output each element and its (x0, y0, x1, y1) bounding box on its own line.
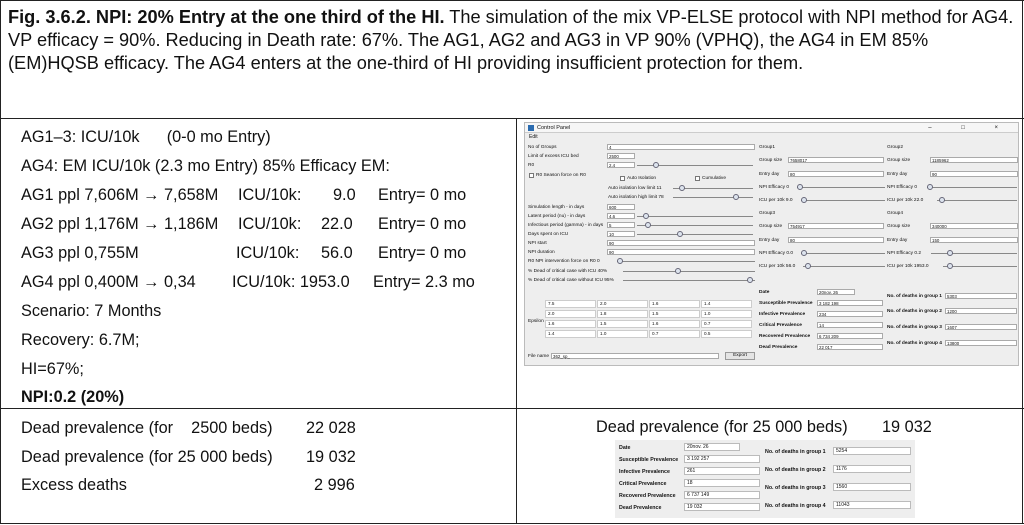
ag2-icu-value: 22.0 (321, 215, 353, 233)
grid-line (0, 408, 1024, 409)
scenario-text: Scenario: 7 Months (21, 302, 162, 320)
epsilon-cell[interactable]: 7.5 (545, 300, 596, 308)
window-titlebar (525, 123, 1018, 133)
result-value[interactable]: 13800 (945, 340, 1017, 346)
result-label: No. of deaths in group 3 (765, 485, 826, 491)
group4-icu-slider[interactable] (943, 263, 1017, 269)
epsilon-cell[interactable]: 0.7 (649, 330, 700, 338)
results-screenshot (615, 440, 915, 518)
icu-days-input[interactable]: 10 (607, 231, 635, 237)
sim-length-input[interactable]: 600 (607, 204, 635, 210)
group1-icu: ICU per 10k 9.0 (759, 198, 793, 203)
epsilon-cell[interactable]: 2.0 (545, 310, 596, 318)
group1-icu-slider[interactable] (801, 197, 885, 203)
ag4-entry: Entry= 2.3 mo (373, 273, 475, 291)
dead-prevalence-25000-value: 19 032 (306, 448, 356, 466)
param-label: Limit of excess ICU bed (528, 154, 579, 159)
cumulative-label: Cumulative (702, 176, 726, 181)
group-size-label: Group size (759, 158, 783, 163)
grid-line (0, 523, 1024, 524)
grid-line (516, 118, 517, 524)
group1-entry-input[interactable]: 80 (788, 171, 884, 177)
group-size-label: Group size (887, 224, 911, 229)
excess-deaths-value: 2 996 (314, 476, 355, 494)
group1-size-input[interactable]: 7658017 (788, 157, 884, 163)
epsilon-cell[interactable]: 1.0 (701, 310, 752, 318)
ag2-icu-label: ICU/10k: (238, 215, 302, 233)
result-label: Critical Prevalence (759, 323, 802, 328)
group2-efficacy: NPI Efficacy 0 (887, 185, 918, 190)
group2-entry-input[interactable]: 90 (930, 171, 1018, 177)
result-label: Critical Prevalence (619, 481, 667, 487)
result-value[interactable]: 3 192 257 (684, 455, 760, 463)
group4-size-input[interactable]: 340000 (930, 223, 1018, 229)
result-value[interactable]: 20nov. 26 (817, 289, 855, 295)
group4-efficacy: NPI Efficacy 0.2 (887, 251, 922, 256)
r0-input[interactable]: 2.4 (607, 162, 635, 168)
result-value[interactable]: 3 182 198 (817, 300, 883, 306)
result-label: No. of deaths in group 3 (887, 325, 942, 330)
ag4-icu-label: ICU/10k: 1953.0 (232, 273, 350, 291)
export-button[interactable]: Export (725, 352, 755, 360)
iso-high-label: Auto isolation high limit 78 (608, 195, 664, 200)
ag4-line: AG4: EM ICU/10k (2.3 mo Entry) 85% Efficacy EM: (21, 157, 390, 175)
epsilon-label: Epsilon (528, 319, 544, 324)
result-value[interactable]: 234 (817, 311, 883, 317)
result-label: Infective Prevalence (759, 312, 806, 317)
cumulative-checkbox[interactable] (695, 176, 700, 181)
auto-isolation-label: Auto Isolation (627, 176, 657, 181)
dead-noicu-label: % Dead of critical case without ICU 95% (528, 278, 614, 283)
group-title: Group4 (887, 211, 903, 216)
result-label: No. of deaths in group 4 (887, 341, 942, 346)
infectious-slider[interactable] (637, 222, 753, 228)
result-label: No. of deaths in group 2 (887, 309, 942, 314)
npi-text: NPI:0.2 (20%) (21, 388, 125, 406)
epsilon-cell[interactable]: 2.0 (597, 300, 648, 308)
group3-efficacy: NPI Efficacy 0.0 (759, 251, 794, 256)
bottom-right-heading: Dead prevalence (for 25 000 beds) (596, 418, 848, 436)
group3-icu-slider[interactable] (803, 263, 885, 269)
param-label: No of Groups (528, 145, 557, 150)
param-label: R0 (528, 163, 535, 168)
entry-label: Entry day (887, 238, 908, 243)
grid-line (0, 0, 1, 524)
param-label: NPI duration (528, 250, 555, 255)
group-title: Group2 (887, 145, 903, 150)
result-label: Susceptible Prevalence (759, 301, 813, 306)
entry-label: Entry day (887, 172, 908, 177)
latent-slider[interactable] (637, 213, 753, 219)
epsilon-cell[interactable]: 1.6 (545, 320, 596, 328)
caption-body: The simulation of the mix VP-ELSE protocol with NPI method for AG4. VP efficacy = 90%. Reducing in Death rate: 67%. The AG1, AG2 and AG3 in VP 90% (VPHQ), the AG4 in EM 85% (EM)HQSB efficacy. The AG4 enters at the one-third of HI providing insufficient protection for them. (8, 7, 1014, 73)
epsilon-cell[interactable]: 1.4 (701, 300, 752, 308)
ag3-icu-value: 56.0 (321, 244, 353, 262)
result-label: Date (619, 445, 631, 451)
control-panel-screenshot (524, 122, 1019, 366)
epsilon-cell[interactable]: 1.5 (649, 310, 700, 318)
bottom-right-heading-value: 19 032 (882, 418, 932, 436)
dead-noicu-slider[interactable] (623, 277, 755, 283)
group-size-label: Group size (887, 158, 911, 163)
entry-label: Entry day (759, 238, 780, 243)
param-label: Infectious period (gamma) - in days (528, 223, 604, 228)
param-label: Days spent on ICU (528, 232, 569, 237)
result-label: No. of deaths in group 4 (765, 503, 826, 509)
dead-prevalence-25000-label: Dead prevalence (for 25 000 beds) (21, 448, 273, 466)
menu-edit[interactable]: Edit (529, 134, 538, 140)
result-value[interactable]: 22 017 (817, 344, 883, 350)
result-label: No. of deaths in group 2 (765, 467, 826, 473)
result-label: Susceptible Prevalence (619, 457, 679, 463)
dead-icu-label: % Dead of critical case with ICU 40% (528, 269, 608, 274)
group3-entry-input[interactable]: 80 (788, 237, 884, 243)
group1-efficacy: NPI Efficacy 0 (759, 185, 790, 190)
result-label: Infective Prevalence (619, 469, 670, 475)
epsilon-cell[interactable]: 1.4 (545, 330, 596, 338)
caption-title: Fig. 3.6.2. NPI: 20% Entry at the one third of the HI. (8, 7, 445, 27)
group3-efficacy-slider[interactable] (801, 250, 885, 256)
result-value[interactable]: 261 (684, 467, 760, 475)
result-value[interactable]: 1560 (833, 483, 911, 491)
window-buttons[interactable]: – □ × (928, 125, 1012, 131)
result-value[interactable]: 5254 (833, 447, 911, 455)
grid-line (1022, 0, 1023, 524)
result-value[interactable]: 1200 (945, 308, 1017, 314)
epsilon-cell[interactable]: 0.7 (701, 320, 752, 328)
result-value[interactable]: 18 (684, 479, 760, 487)
group4-efficacy-slider[interactable] (931, 250, 1017, 256)
ag2-population: AG2 ppl 1,176M → 1,186M (21, 215, 219, 233)
icu-days-slider[interactable] (637, 231, 753, 237)
result-value[interactable]: 11043 (833, 501, 911, 509)
ag2-entry: Entry= 0 mo (378, 215, 467, 233)
ag1-population: AG1 ppl 7,606M → 7,658M (21, 186, 219, 204)
npi-force-label: R0 NPI intervention force on R0 0 (528, 259, 600, 264)
ag1-icu-label: ICU/10k: (238, 186, 302, 204)
epsilon-cell[interactable]: 1.5 (597, 320, 648, 328)
npi-duration-input[interactable]: 90 (607, 249, 755, 255)
result-label: Date (759, 290, 770, 295)
ag3-population: AG3 ppl 0,755M (21, 244, 139, 262)
ag1-icu-value: 9.0 (333, 186, 356, 204)
recovery-text: Recovery: 6.7M; (21, 331, 140, 349)
epsilon-cell[interactable]: 1.6 (649, 320, 700, 328)
grid-line (0, 118, 1024, 119)
entry-label: Entry day (759, 172, 780, 177)
ag1-entry: Entry= 0 mo (378, 186, 467, 204)
figure-caption (8, 6, 1016, 75)
infectious-input[interactable]: 5 (607, 222, 635, 228)
auto-isolation-checkbox[interactable] (620, 176, 625, 181)
epsilon-cell[interactable]: 1.6 (649, 300, 700, 308)
iso-low-label: Auto isolation low limit 11 (608, 186, 662, 191)
epsilon-cell[interactable]: 1.0 (597, 330, 648, 338)
group4-icu: ICU per 10k 1953.0 (887, 264, 929, 269)
npi-start-input[interactable]: 90 (607, 240, 755, 246)
ag3-entry: Entry= 0 mo (378, 244, 467, 262)
group3-icu: ICU per 10k 56.0 (759, 264, 796, 269)
java-app-icon (528, 125, 534, 131)
result-value[interactable]: 1607 (945, 324, 1017, 330)
result-value[interactable]: 5303 (945, 293, 1017, 299)
icu-limit-input[interactable]: 2500 (607, 153, 635, 159)
window-title: Control Panel (537, 125, 571, 131)
groups-input[interactable]: 4 (607, 144, 755, 150)
result-value[interactable]: 6 737 149 (684, 491, 760, 499)
npi-force-slider[interactable] (617, 258, 755, 264)
group3-size-input[interactable]: 754917 (788, 223, 884, 229)
group-title: Group3 (759, 211, 775, 216)
dead-prevalence-2500-value: 22 028 (306, 419, 356, 437)
result-label: Dead Prevalence (619, 505, 662, 511)
file-name-label: File name (528, 354, 550, 359)
group1-efficacy-slider[interactable] (797, 184, 885, 190)
result-value[interactable]: 1176 (833, 465, 911, 473)
season-checkbox[interactable] (529, 173, 534, 178)
file-name-input[interactable]: 362_sp_ (551, 353, 719, 359)
param-label: Latent period (nu) - in days (528, 214, 586, 219)
hi-text: HI=67%; (21, 360, 84, 378)
group2-efficacy-slider[interactable] (927, 184, 1017, 190)
group2-icu: ICU per 10k 22.0 (887, 198, 924, 203)
season-label: R0 Season force on R0 (536, 173, 586, 178)
group2-size-input[interactable]: 1185962 (930, 157, 1018, 163)
result-value[interactable]: 14 (817, 322, 883, 328)
result-label: Recovered Prevalence (619, 493, 676, 499)
result-label: Recovered Prevalence (759, 334, 811, 339)
ag1-3-line: AG1–3: ICU/10k (0-0 mo Entry) (21, 128, 271, 146)
result-value[interactable]: 6 734 209 (817, 333, 883, 339)
result-value[interactable]: 19 032 (684, 503, 760, 511)
result-value[interactable]: 20nov. 26 (684, 443, 740, 451)
iso-high-slider[interactable] (673, 194, 753, 200)
result-label: No. of deaths in group 1 (887, 294, 942, 299)
ag3-icu-label: ICU/10k: (236, 244, 300, 262)
result-label: No. of deaths in group 1 (765, 449, 826, 455)
epsilon-cell[interactable]: 0.5 (701, 330, 752, 338)
ag4-population: AG4 ppl 0,400M → 0,34 (21, 273, 196, 291)
latent-input[interactable]: 4.6 (607, 213, 635, 219)
grid-line (0, 0, 1024, 1)
group-title: Group1 (759, 145, 775, 150)
group2-icu-slider[interactable] (937, 197, 1017, 203)
excess-deaths-label: Excess deaths (21, 476, 127, 494)
dead-icu-slider[interactable] (623, 268, 755, 274)
group4-entry-input[interactable]: 150 (930, 237, 1018, 243)
param-label: NPI start (528, 241, 547, 246)
iso-low-slider[interactable] (673, 185, 753, 191)
param-label: Simulation length - in days (528, 205, 585, 210)
result-label: Dead Prevalence (759, 345, 798, 350)
group-size-label: Group size (759, 224, 783, 229)
r0-slider[interactable] (637, 162, 753, 168)
epsilon-cell[interactable]: 1.8 (597, 310, 648, 318)
dead-prevalence-2500-label: Dead prevalence (for 2500 beds) (21, 419, 273, 437)
